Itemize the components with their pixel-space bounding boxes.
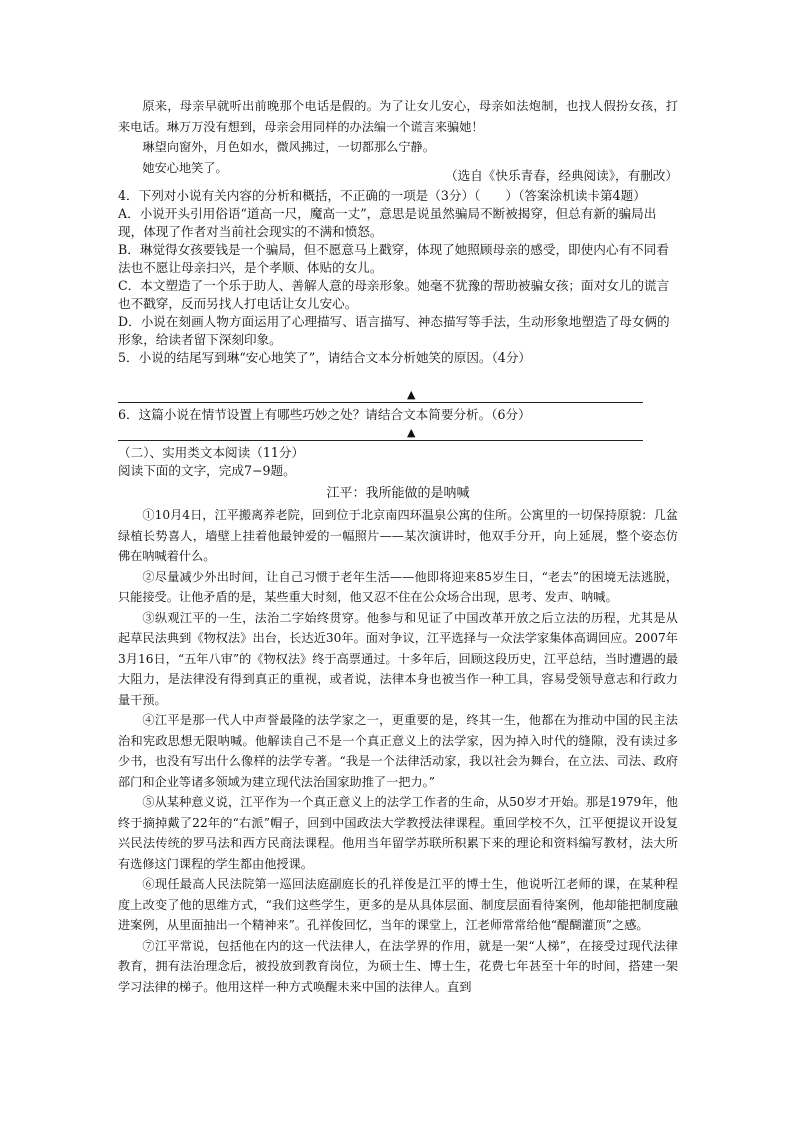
story-ending	[118, 96, 678, 178]
article-paragraph: ⑦江平常说，包括他在内的这一代法律人，在法学界的作用，就是一架“人梯”，在接受过现代法律教育，拥有法治理念后，被投放到教育岗位，为硕士生、博士生，花费七年甚至十年的时间，搭建一架学习法律的梯子。他用这样一种方式唤醒未来中国的法律人。直到	[118, 938, 678, 994]
question-6-block	[118, 406, 678, 424]
article-body	[118, 505, 678, 997]
story-paragraph: 琳望向窗外，月色如水，微风拂过，一切都那么宁静。	[142, 140, 435, 154]
source-citation: （选自《快乐青春，经典阅读》，有删改）	[445, 168, 678, 183]
option-d: D．小说在刻画人物方面运用了心理描写、语言描写、神态描写等手法，生动形象地塑造了母女俩的形象，给读者留下深刻印象。	[118, 314, 670, 347]
article-paragraph: ⑥现任最高人民法院第一巡回法庭副庭长的孔祥俊是江平的博士生，他说听江老师的课，在某种程度上改变了他的思维方式，“我们这些学生，更多的是从具体层面、制度层面看待案例，他却能把制度融进案例，从里面抽出一个精神来”。孔祥俊回忆，当年的课堂上，江老师常常给他“醍醐灌顶”之感。	[118, 877, 678, 932]
option-a: A．小说开头引用俗语“道高一尺，魔高一丈”，意思是说虽然骗局不断被揭穿，但总有新的骗局出现，体现了作者对当前社会现实的不满和愤怒。	[118, 206, 657, 239]
answer-line	[118, 440, 643, 441]
source-note	[118, 167, 678, 185]
story-paragraph: 她安心地笑了。	[142, 160, 228, 175]
section-heading: （二）、实用类文本阅读（11分）	[118, 445, 305, 460]
option-c: C．本文塑造了一个乐于助人、善解人意的母亲形象。她毫不犹豫的帮助被骗女孩；面对女儿的谎言也不戳穿，反而另找人打电话让女儿安心。	[118, 278, 670, 311]
article-title: 江平：我所能做的是呐喊	[326, 486, 470, 501]
answer-line	[118, 402, 643, 403]
question-block	[118, 187, 678, 367]
question-6: 6．这篇小说在情节设置上有哪些巧妙之处？请结合文本简要分析。（6分）	[118, 407, 531, 422]
story-paragraph: 原来，母亲早就听出前晚那个电话是假的。为了让女儿安心，母亲如法炮制，也找人假扮女孩，打来电话。琳万万没有想到，母亲会用同样的办法编一个谎言来骗她！	[118, 99, 678, 134]
article-paragraph: ③纵观江平的一生，法治二字始终贯穿。他参与和见证了中国改革开放之后立法的历程，尤其是从起草民法典到《物权法》出台，长达近30年。面对争议，江平选择与一众法学家集体高调回应。2007年3月16日，“五年八审”的《物权法》终于高票通过。十多年后，回顾这段历史，江平总结，当时遭遇的最大阻力，是法律没有得到真正的重视，或者说，法律本身也被当作一种工具，容易受领导意志和行政力量干预。	[118, 610, 678, 707]
answer-mark-icon: ▲	[407, 426, 416, 439]
article-paragraph: ①10月4日，江平搬离养老院，回到位于北京南四环温泉公寓的住所。公寓里的一切保持原貌：几盆绿植长势喜人，墙壁上挂着他最钟爱的一幅照片——某次演讲时，他双手分开，向上延展，整个姿态仿佛在呐喊着什么。	[118, 508, 678, 563]
answer-mark-icon: ▲	[407, 388, 416, 401]
article-paragraph: ⑤从某种意义说，江平作为一个真正意义上的法学工作者的生命，从50岁才开始。那是1979年，他终于摘掉戴了22年的“右派”帽子，回到中国政法大学教授法律课程。重回学校不久，江平便提议开设复兴民法传统的罗马法和西方民商法课程。他用当年留学苏联所积累下来的理论和资料编写教材，法大所有选修这门课程的学生都由他授课。	[118, 795, 678, 871]
question-5: 5．小说的结尾写到琳“安心地笑了”，请结合文本分析她笑的原因。（4分）	[118, 350, 532, 365]
article-paragraph: ②尽量减少外出时间，让自己习惯于老年生活——他即将迎来85岁生日，“老去”的困境无法逃脱，只能接受。让他矛盾的是，某些重大时刻，他又忍不住在公众场合出现，思考、发声、呐喊。	[118, 569, 678, 604]
article-paragraph: ④江平是那一代人中声誉最隆的法学家之一，更重要的是，终其一生，他都在为推动中国的民主法治和宪政思想无限呐喊。他解读自己不是一个真正意义上的法学家，因为掉入时代的缝隙，没有读过多少书，也没有写出什么像样的法学专著。“我是一个法律活动家，我以社会为舞台，在立法、司法、政府部门和企业等诸多领域为建立现代法治国家助推了一把力。”	[118, 713, 678, 789]
option-b: B．琳觉得女孩要钱是一个骗局，但不愿意马上戳穿，体现了她照顾母亲的感受，即使内心有不同看法也不愿让母亲扫兴，是个孝顺、体贴的女儿。	[118, 242, 669, 275]
question-4: 4．下列对小说有关内容的分析和概括，不正确的一项是（3分）（ ）（答案涂机读卡第4题）	[118, 188, 646, 203]
section-2-header	[118, 444, 678, 480]
section-instruction: 阅读下面的文字，完成7−9题。	[118, 463, 296, 478]
